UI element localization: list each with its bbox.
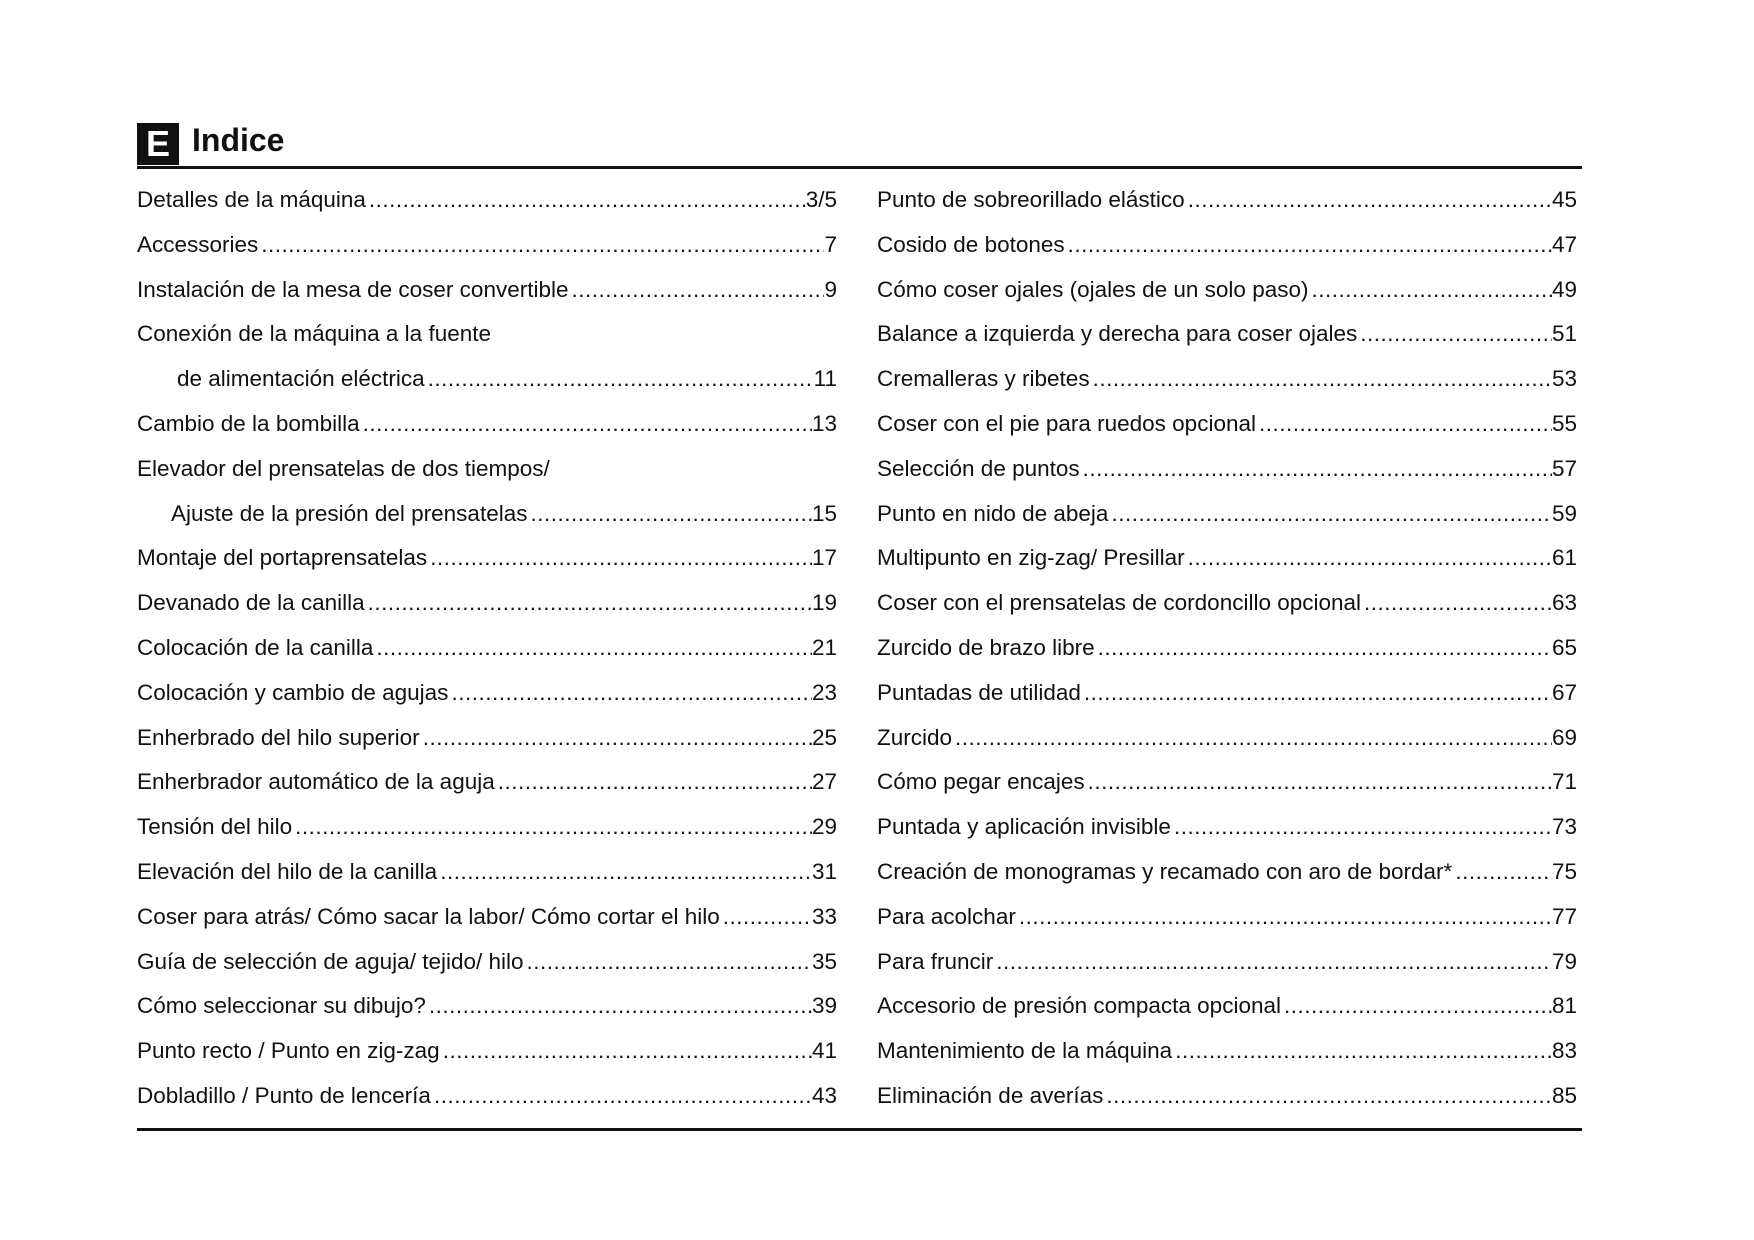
toc-entry-title: Conexión de la máquina a la fuente bbox=[137, 321, 492, 347]
toc-dot-leader bbox=[430, 543, 812, 573]
toc-entry bbox=[137, 499, 837, 544]
toc-dot-leader bbox=[1098, 633, 1552, 663]
toc-entry bbox=[877, 230, 1577, 275]
toc-entry-title: Cremalleras y ribetes bbox=[877, 366, 1090, 392]
toc-dot-leader bbox=[423, 723, 812, 753]
toc-entry bbox=[137, 543, 837, 588]
toc-entry-title: Cambio de la bombilla bbox=[137, 410, 360, 436]
toc-page-number: 69 bbox=[1551, 724, 1577, 750]
toc-page-number: 33 bbox=[811, 903, 837, 929]
toc-entry-title: Eliminación de averías bbox=[877, 1082, 1104, 1108]
toc-entry-title: Multipunto en zig-zag/ Presillar bbox=[877, 545, 1185, 571]
toc-dot-leader bbox=[1068, 230, 1552, 260]
toc-page-number: 19 bbox=[811, 590, 837, 616]
toc-dot-leader bbox=[1188, 185, 1552, 215]
toc-page-number: 49 bbox=[1551, 276, 1577, 302]
toc-dot-leader bbox=[1106, 1081, 1552, 1111]
toc-dot-leader bbox=[1259, 409, 1552, 439]
toc-entry-title: Punto de sobreorillado elástico bbox=[877, 187, 1185, 212]
toc-page-number: 9 bbox=[824, 276, 837, 302]
toc-page-number: 25 bbox=[811, 724, 837, 750]
toc-dot-leader bbox=[996, 947, 1552, 977]
toc-entry-title: Creación de monogramas y recamado con aro de bordar* bbox=[877, 858, 1453, 884]
toc-entry-title: Dobladillo / Punto de lencería bbox=[137, 1082, 431, 1108]
toc-dot-leader bbox=[1093, 364, 1552, 394]
toc-entry-title: Coser con el pie para ruedos opcional bbox=[877, 410, 1256, 436]
toc-page-number: 15 bbox=[811, 500, 837, 526]
toc-page-number: 67 bbox=[1551, 679, 1577, 705]
toc-page-number: 61 bbox=[1551, 545, 1577, 571]
toc-dot-leader bbox=[527, 947, 812, 977]
toc-entry bbox=[877, 633, 1577, 678]
toc-entry bbox=[137, 678, 837, 723]
toc-entry bbox=[137, 588, 837, 633]
toc-entry-title: Elevación del hilo de la canilla bbox=[137, 858, 438, 884]
toc-dot-leader bbox=[434, 1081, 812, 1111]
toc-page-number: 85 bbox=[1551, 1082, 1577, 1108]
toc-entry bbox=[137, 902, 837, 947]
toc-dot-leader bbox=[1083, 454, 1552, 484]
toc-entry-title: Colocación y cambio de agujas bbox=[137, 679, 449, 705]
toc-entry-title: de alimentación eléctrica bbox=[177, 366, 425, 392]
toc-entry bbox=[877, 723, 1577, 768]
toc-entry bbox=[877, 902, 1577, 947]
toc-page-number: 47 bbox=[1551, 231, 1577, 257]
toc-entry bbox=[137, 767, 837, 812]
bottom-divider bbox=[137, 1128, 1582, 1131]
toc-dot-leader bbox=[429, 991, 812, 1021]
toc-dot-leader bbox=[295, 812, 812, 842]
toc-dot-leader bbox=[440, 857, 812, 887]
toc-entry bbox=[137, 230, 837, 275]
toc-page-number: 77 bbox=[1551, 903, 1577, 929]
toc-dot-leader bbox=[363, 409, 812, 439]
toc-dot-leader bbox=[723, 902, 812, 932]
toc-dot-leader bbox=[1084, 678, 1552, 708]
toc-entry-title: Detalles de la máquina bbox=[137, 187, 366, 212]
toc-entry bbox=[877, 409, 1577, 454]
toc-entry-title: Para fruncir bbox=[877, 948, 994, 974]
page-title: Indice bbox=[192, 122, 285, 158]
page-header bbox=[137, 120, 1582, 169]
toc-entry-title: Zurcido de brazo libre bbox=[877, 634, 1095, 660]
toc-page-number: 81 bbox=[1551, 993, 1577, 1019]
toc-entry-title: Puntadas de utilidad bbox=[877, 679, 1081, 705]
toc-entry-title: Elevador del prensatelas de dos tiempos/ bbox=[137, 455, 550, 481]
toc-entry-title: Cómo coser ojales (ojales de un solo paso) bbox=[877, 276, 1309, 302]
toc-page-number: 43 bbox=[811, 1082, 837, 1108]
toc-right-column bbox=[877, 185, 1577, 1126]
toc-dot-leader bbox=[1360, 319, 1552, 349]
toc-entry bbox=[137, 454, 837, 499]
toc-page-number: 35 bbox=[811, 948, 837, 974]
toc-entry bbox=[877, 454, 1577, 499]
toc-entry-title: Selección de puntos bbox=[877, 455, 1080, 481]
toc-entry bbox=[877, 185, 1577, 230]
toc-entry-title: Accessories bbox=[137, 231, 259, 257]
toc-dot-leader bbox=[376, 633, 812, 663]
toc-page-number: 73 bbox=[1551, 814, 1577, 840]
toc-entry bbox=[137, 947, 837, 992]
toc-entry bbox=[877, 499, 1577, 544]
toc-page-number: 57 bbox=[1551, 455, 1577, 481]
toc-entry-title: Enherbrado del hilo superior bbox=[137, 724, 420, 750]
toc-entry bbox=[137, 991, 837, 1036]
toc-entry bbox=[877, 543, 1577, 588]
toc-entry-title: Balance a izquierda y derecha para coser ojales bbox=[877, 321, 1358, 347]
toc-entry bbox=[877, 364, 1577, 409]
toc-page-number: 63 bbox=[1551, 590, 1577, 616]
toc-entry bbox=[877, 812, 1577, 857]
toc-page-number: 21 bbox=[811, 634, 837, 660]
toc-entry-title: Enherbrador automático de la aguja bbox=[137, 769, 495, 795]
toc-entry-title: Tensión del hilo bbox=[137, 814, 293, 840]
toc-page-number: 13 bbox=[811, 410, 837, 436]
toc-page-number: 23 bbox=[811, 679, 837, 705]
toc-entry-title: Cosido de botones bbox=[877, 231, 1065, 257]
toc-entry bbox=[877, 947, 1577, 992]
toc-page-number: 65 bbox=[1551, 634, 1577, 660]
toc-entry-title: Punto en nido de abeja bbox=[877, 500, 1109, 526]
toc-entry-title: Zurcido bbox=[877, 724, 953, 750]
toc-dot-leader bbox=[1311, 275, 1551, 305]
toc-page-number: 11 bbox=[813, 366, 837, 392]
toc-dot-leader bbox=[1088, 767, 1552, 797]
toc-entry bbox=[877, 1081, 1577, 1126]
toc-entry-title: Cómo seleccionar su dibujo? bbox=[137, 993, 426, 1019]
toc-entry-title: Accesorio de presión compacta opcional bbox=[877, 993, 1281, 1019]
toc-entry-title: Cómo pegar encajes bbox=[877, 769, 1085, 795]
toc-dot-leader bbox=[1111, 499, 1552, 529]
toc-page-number: 53 bbox=[1551, 366, 1577, 392]
toc-entry bbox=[877, 767, 1577, 812]
toc-entry bbox=[137, 633, 837, 678]
toc-entry bbox=[877, 1036, 1577, 1081]
toc-page-number: 51 bbox=[1551, 321, 1577, 347]
toc-entry bbox=[137, 1036, 837, 1081]
toc-entry bbox=[137, 364, 837, 409]
toc-page-number: 27 bbox=[811, 769, 837, 795]
toc-dot-leader bbox=[530, 499, 811, 529]
toc-entry-title: Coser para atrás/ Cómo sacar la labor/ Cómo cortar el hilo bbox=[137, 903, 720, 929]
toc-dot-leader bbox=[369, 185, 806, 215]
toc-dot-leader bbox=[443, 1036, 812, 1066]
toc-entry bbox=[137, 857, 837, 902]
toc-page-number: 29 bbox=[811, 814, 837, 840]
toc-dot-leader bbox=[1174, 812, 1552, 842]
toc-entry-title: Devanado de la canilla bbox=[137, 590, 365, 616]
toc-dot-leader bbox=[428, 364, 814, 394]
toc-entry bbox=[877, 678, 1577, 723]
toc-entry-title: Instalación de la mesa de coser convertible bbox=[137, 276, 569, 302]
toc-page-number: 17 bbox=[811, 545, 837, 571]
toc-dot-leader bbox=[368, 588, 812, 618]
toc-dot-leader bbox=[498, 767, 812, 797]
toc-entry bbox=[137, 185, 837, 230]
toc-entry-title: Montaje del portaprensatelas bbox=[137, 545, 428, 571]
toc-dot-leader bbox=[955, 723, 1552, 753]
toc-entry bbox=[137, 409, 837, 454]
toc-page-number: 45 bbox=[1551, 187, 1577, 212]
toc-entry-title: Para acolchar bbox=[877, 903, 1016, 929]
toc-entry-title: Mantenimiento de la máquina bbox=[877, 1038, 1173, 1064]
toc-entry-title: Puntada y aplicación invisible bbox=[877, 814, 1171, 840]
toc-page-number: 79 bbox=[1551, 948, 1577, 974]
toc-entry bbox=[877, 275, 1577, 320]
toc-dot-leader bbox=[1364, 588, 1552, 618]
toc-page-number: 31 bbox=[811, 858, 837, 884]
toc-entry-title: Colocación de la canilla bbox=[137, 634, 374, 660]
toc-entry bbox=[137, 812, 837, 857]
toc-dot-leader bbox=[1284, 991, 1552, 1021]
toc-left-column bbox=[137, 185, 837, 1126]
toc-entry-title: Punto recto / Punto en zig-zag bbox=[137, 1038, 440, 1064]
toc-dot-leader bbox=[1019, 902, 1552, 932]
toc-entry bbox=[877, 991, 1577, 1036]
toc-page-number: 41 bbox=[811, 1038, 837, 1064]
toc-page-number: 71 bbox=[1551, 769, 1577, 795]
toc-page-number: 75 bbox=[1551, 858, 1577, 884]
toc-entry bbox=[877, 588, 1577, 633]
language-badge: E bbox=[137, 123, 179, 165]
toc-entry bbox=[137, 1081, 837, 1126]
toc-page-number: 83 bbox=[1551, 1038, 1577, 1064]
toc-dot-leader bbox=[1188, 543, 1552, 573]
toc-dot-leader bbox=[572, 275, 825, 305]
toc-entry bbox=[137, 275, 837, 320]
toc-dot-leader bbox=[1175, 1036, 1552, 1066]
toc-entry bbox=[137, 319, 837, 364]
toc-entry bbox=[137, 723, 837, 768]
toc-page-number: 55 bbox=[1551, 410, 1577, 436]
toc-page-number: 39 bbox=[811, 993, 837, 1019]
toc-page-number: 59 bbox=[1551, 500, 1577, 526]
toc-dot-leader bbox=[261, 230, 824, 260]
toc-dot-leader bbox=[451, 678, 812, 708]
toc-dot-leader bbox=[1455, 857, 1552, 887]
toc-entry-title: Coser con el prensatelas de cordoncillo opcional bbox=[877, 590, 1362, 616]
toc-page-number: 3/5 bbox=[805, 187, 837, 212]
toc-entry-title: Guía de selección de aguja/ tejido/ hilo bbox=[137, 948, 524, 974]
toc-entry bbox=[877, 319, 1577, 364]
toc-entry bbox=[877, 857, 1577, 902]
toc-entry-title: Ajuste de la presión del prensatelas bbox=[171, 500, 528, 526]
toc-page-number: 7 bbox=[824, 231, 837, 257]
